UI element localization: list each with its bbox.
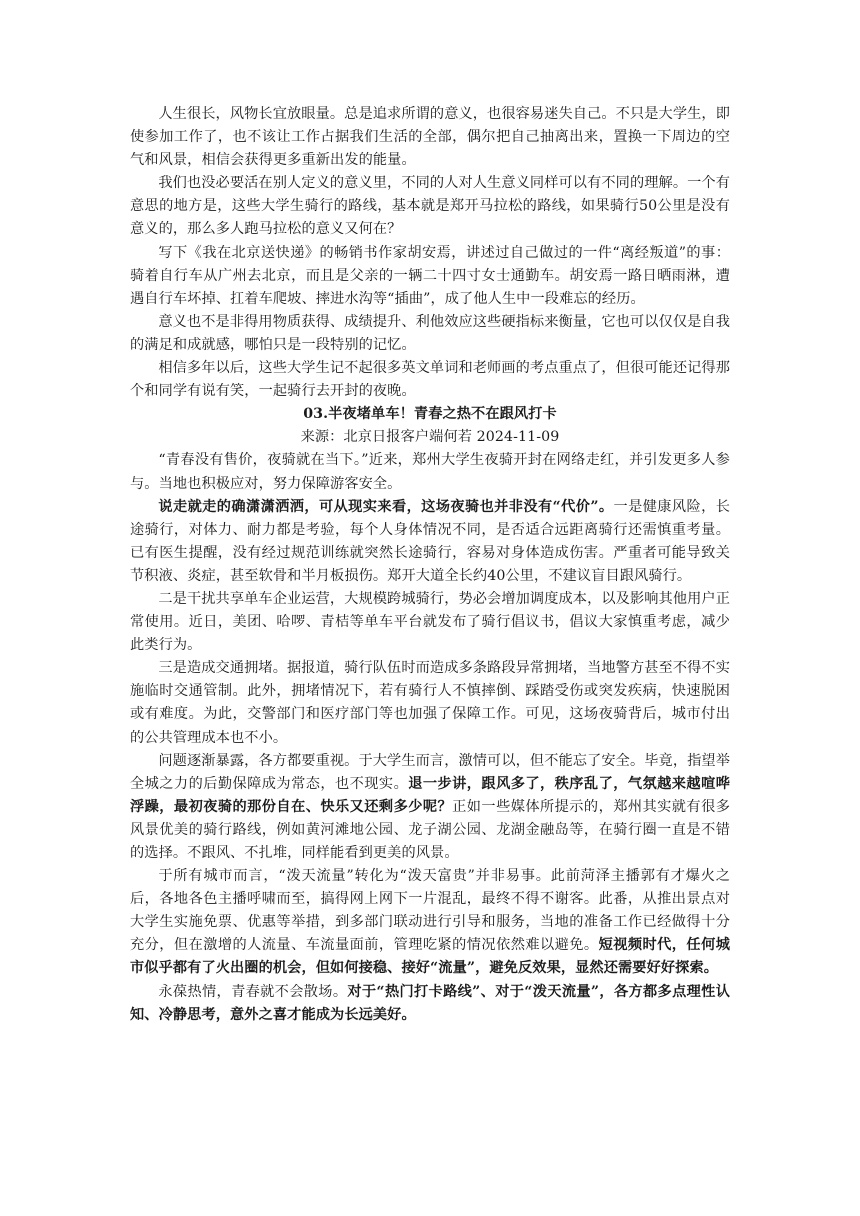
body-text: 问题逐渐暴露，各方都要重视。于大学生而言，激情可以，但不能忘了安全。毕竟，指望举全城之力的后勤保障成为常态，也不现实。 xyxy=(130,752,730,792)
paragraph: 我们也没必要活在别人定义的意义里，不同的人对人生意义同样可以有不同的理解。一个有意思的地方是，这些大学生骑行的路线，基本就是郑开马拉松的路线，如果骑行50公里是没有意义的，那么多人跑马拉松的意义又何在？ xyxy=(130,175,730,238)
paragraph-city xyxy=(130,865,730,980)
bold-text: 短视频时代，任何城市似乎都有了火出圈的机会，但如何接稳、接好“流量”，避免反效果，显然还需要好好探索。 xyxy=(130,937,731,977)
paragraph-problem xyxy=(130,750,730,865)
source-line: 来源：北京日报客户端何若 2024-11-09 xyxy=(300,429,560,446)
paragraph-intro: “青春没有售价，夜骑就在当下。”近来，郑州大学生夜骑开封在网络走红，并引发更多人参与。当地也积极应对，努力保障游客安全。 xyxy=(130,452,730,492)
body-text: 于所有城市而言，“泼天流量”转化为“泼天富贵”并非易事。此前菏泽主播郭有才爆火之后，各地各色主播呼啸而至，搞得网上网下一片混乱，最终不得不谢客。此番，从推出景点对大学生实施免票、优惠等举措，到多部门联动进行引导和服务，当地的准备工作已经做得十分充分，但在激增的人流量、车流量面前，管理吃紧的情况依然难以避免。 xyxy=(130,868,730,954)
body-text: 一是健康风险，长途骑行，对体力、耐力都是考验，每个人身体情况不同，是否适合远距离骑行还需慎重考量。已有医生提醒，没有经过规范训练就突然长途骑行，容易对身体造成伤害。严重者可能导致关节积液、炎症，甚至软骨和半月板损伤。郑开大道全长约40公里，不建议盲目跟风骑行。 xyxy=(130,498,730,584)
bold-text: 说走就走的确潇潇洒洒，可从现实来看，这场夜骑也并非没有“代价”。 xyxy=(158,498,614,515)
body-text: 永葆热情，青春就不会散场。 xyxy=(158,983,348,1000)
paragraph: 人生很长，风物长宜放眼量。总是追求所谓的意义，也很容易迷失自己。不只是大学生，即使参加工作了，也不该让工作占据我们生活的全部，偶尔把自己抽离出来，置换一下周边的空气和风景，相信会获得更多重新出发的能量。 xyxy=(130,106,730,169)
paragraph-final xyxy=(130,981,730,1027)
body-text: 正如一些媒体所提示的，郑州其实就有很多风景优美的骑行路线，例如黄河滩地公园、龙子湖公园、龙湖金融岛等，在骑行圈一直是不错的选择。不跟风、不扎堆，同样能看到更美的风景。 xyxy=(130,798,730,861)
paragraph-traffic: 三是造成交通拥堵。据报道，骑行队伍时而造成多条路段异常拥堵，当地警方甚至不得不实施临时交通管制。此外，拥堵情况下，若有骑行人不慎摔倒、踩踏受伤或突发疾病，快速脱困或有难度。为此，交警部门和医疗部门等也加强了保障工作。可见，这场夜骑背后，城市付出的公共管理成本也不小。 xyxy=(130,660,730,746)
paragraph-health xyxy=(130,496,730,588)
bold-text: 退一步讲，跟风多了，秩序乱了，气氛越来越喧哗浮躁，最初夜骑的那份自在、快乐又还剩多少呢？ xyxy=(130,775,731,815)
paragraph-bike: 二是干扰共享单车企业运营，大规模跨城骑行，势必会增加调度成本，以及影响其他用户正常使用。近日，美团、哈啰、青桔等单车平台就发布了骑行倡议书，倡议大家慎重考虑，减少此类行为。 xyxy=(130,590,730,654)
article-column xyxy=(130,103,730,1027)
paragraph: 意义也不是非得用物质获得、成绩提升、利他效应这些硬指标来衡量，它也可以仅仅是自我的满足和成就感，哪怕只是一段特别的记忆。 xyxy=(130,313,730,353)
paragraph: 写下《我在北京送快递》的畅销书作家胡安焉，讲述过自己做过的一件“离经叛道”的事：骑着自行车从广州去北京，而且是父亲的一辆二十四寸女士通勤车。胡安焉一路日晒雨淋，遭遇自行车坏掉、扛着车爬坡、摔进水沟等“插曲”，成了他人生中一段难忘的经历。 xyxy=(130,244,730,307)
section-title: 03.半夜堵单车！青春之热不在跟风打卡 xyxy=(303,406,557,423)
paragraph: 相信多年以后，这些大学生记不起很多英文单词和老师画的考点重点了，但很可能还记得那个和同学有说有笑，一起骑行去开封的夜晚。 xyxy=(130,360,730,400)
bold-text: 对于“热门打卡路线”、对于“泼天流量”，各方都多点理性认知、冷静思考，意外之喜才能成为长远美好。 xyxy=(130,983,730,1023)
